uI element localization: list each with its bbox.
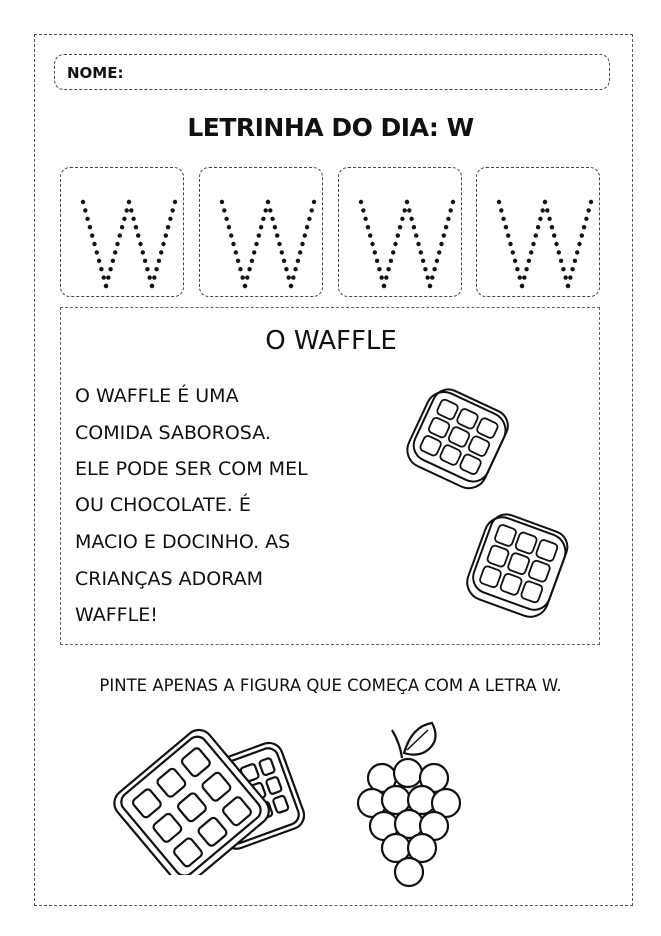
trace-dot <box>386 267 390 271</box>
instruction-text: PINTE APENAS A FIGURA QUE COMEÇA COM A LETRA W. <box>99 676 562 695</box>
name-field[interactable] <box>54 54 610 90</box>
trace-dot <box>305 225 309 229</box>
trace-dot <box>543 200 547 204</box>
trace-dot <box>245 275 249 279</box>
trace-dot <box>113 250 117 254</box>
trace-dot <box>511 250 515 254</box>
trace-dot <box>554 242 558 246</box>
trace-dot <box>97 259 101 263</box>
trace-dot <box>561 267 565 271</box>
trace-dot <box>227 225 231 229</box>
trace-dot <box>522 275 526 279</box>
trace-dot <box>527 259 531 263</box>
trace-dot <box>366 225 370 229</box>
trace-dot <box>83 208 87 212</box>
trace-dot <box>557 250 561 254</box>
trace-dot <box>164 233 168 237</box>
trace-dot <box>412 225 416 229</box>
waffle-icon <box>396 386 516 496</box>
trace-dot <box>529 250 533 254</box>
waffle-icon <box>456 508 576 628</box>
trace-dot <box>449 208 453 212</box>
trace-dot <box>430 275 434 279</box>
trace-dot <box>148 275 152 279</box>
trace-dot <box>152 275 156 279</box>
trace-dot <box>515 267 519 271</box>
trace-dot <box>236 259 240 263</box>
trace-dot <box>287 275 291 279</box>
trace-dot <box>391 250 395 254</box>
story-line: MACIO E DOCINHO. AS <box>75 531 291 553</box>
trace-letter-box[interactable] <box>338 167 462 297</box>
trace-dot <box>141 250 145 254</box>
trace-dot <box>363 217 367 221</box>
trace-dot <box>120 225 124 229</box>
dotted-letter-w <box>200 168 324 298</box>
trace-dot <box>122 217 126 221</box>
dotted-letter-w <box>477 168 601 298</box>
trace-dot <box>85 217 89 221</box>
trace-dot <box>435 259 439 263</box>
trace-dot <box>224 217 228 221</box>
trace-dot <box>280 250 284 254</box>
trace-dot <box>375 259 379 263</box>
trace-dot <box>389 259 393 263</box>
trace-dot <box>370 242 374 246</box>
trace-dot <box>231 242 235 246</box>
trace-dot <box>442 233 446 237</box>
trace-dot <box>534 233 538 237</box>
trace-dot <box>252 250 256 254</box>
trace-dot <box>545 208 549 212</box>
trace-dot <box>428 284 432 288</box>
trace-dot <box>115 242 119 246</box>
trace-dot <box>166 225 170 229</box>
trace-dot <box>99 267 103 271</box>
trace-dot <box>264 208 268 212</box>
trace-dot <box>589 200 593 204</box>
trace-dot <box>241 275 245 279</box>
trace-dot <box>432 267 436 271</box>
trace-dot <box>303 233 307 237</box>
trace-dot <box>564 275 568 279</box>
trace-dot <box>102 275 106 279</box>
trace-dot <box>520 284 524 288</box>
trace-dot <box>409 217 413 221</box>
trace-dot <box>541 208 545 212</box>
page-title: LETRINHA DO DIA: W <box>187 113 474 142</box>
trace-dot <box>150 284 154 288</box>
trace-dot <box>289 284 293 288</box>
trace-dot <box>368 233 372 237</box>
trace-dot <box>243 284 247 288</box>
trace-dot <box>143 259 147 263</box>
trace-dot <box>403 208 407 212</box>
trace-dot <box>446 217 450 221</box>
trace-dot <box>168 217 172 221</box>
trace-dot <box>90 233 94 237</box>
trace-dot <box>238 267 242 271</box>
trace-dot <box>229 233 233 237</box>
trace-dot <box>536 225 540 229</box>
trace-dot <box>524 267 528 271</box>
story-line: COMIDA SABOROSA. <box>75 422 271 444</box>
trace-dot <box>92 242 96 246</box>
trace-dot <box>275 233 279 237</box>
trace-dot <box>118 233 122 237</box>
trace-dot <box>421 259 425 263</box>
trace-dot <box>173 200 177 204</box>
trace-dot <box>291 275 295 279</box>
trace-dot <box>220 200 224 204</box>
trace-dot <box>587 208 591 212</box>
trace-dot <box>531 242 535 246</box>
trace-dot <box>577 242 581 246</box>
trace-dot <box>361 208 365 212</box>
story-line: CRIANÇAS ADORAM <box>75 568 264 590</box>
grapes-icon[interactable] <box>352 718 467 893</box>
trace-dot <box>419 250 423 254</box>
trace-letter-box[interactable] <box>60 167 184 297</box>
trace-dot <box>296 259 300 263</box>
dotted-letter-w <box>339 168 463 298</box>
trace-dot <box>298 250 302 254</box>
trace-dot <box>407 208 411 212</box>
name-label: NOME: <box>67 64 124 82</box>
trace-dot <box>582 225 586 229</box>
trace-dot <box>414 233 418 237</box>
trace-dot <box>444 225 448 229</box>
trace-dot <box>234 250 238 254</box>
story-line: WAFFLE! <box>75 604 158 626</box>
trace-dot <box>439 242 443 246</box>
trace-dot <box>584 217 588 221</box>
story-line: OU CHOCOLATE. É <box>75 494 251 516</box>
trace-dot <box>254 242 258 246</box>
trace-dot <box>416 242 420 246</box>
trace-dot <box>437 250 441 254</box>
trace-dot <box>568 275 572 279</box>
trace-dot <box>268 208 272 212</box>
trace-dot <box>257 233 261 237</box>
trace-dot <box>104 284 108 288</box>
trace-dot <box>125 208 129 212</box>
story-box <box>60 307 600 645</box>
trace-dot <box>108 267 112 271</box>
story-line: O WAFFLE É UMA <box>75 385 239 407</box>
trace-dot <box>157 259 161 263</box>
trace-dot <box>300 242 304 246</box>
trace-dot <box>111 259 115 263</box>
trace-dot <box>250 259 254 263</box>
trace-dot <box>504 225 508 229</box>
trace-dot <box>259 225 263 229</box>
trace-dot <box>513 259 517 263</box>
trace-dot <box>566 284 570 288</box>
trace-dot <box>426 275 430 279</box>
trace-dot <box>559 259 563 263</box>
trace-dot <box>377 267 381 271</box>
trace-dot <box>282 259 286 263</box>
trace-dot <box>307 217 311 221</box>
trace-letter-box[interactable] <box>476 167 600 297</box>
trace-dot <box>423 267 427 271</box>
trace-dot <box>393 242 397 246</box>
trace-dot <box>575 250 579 254</box>
trace-dot <box>95 250 99 254</box>
trace-dot <box>499 208 503 212</box>
trace-dot <box>552 233 556 237</box>
trace-dot <box>382 284 386 288</box>
trace-dot <box>222 208 226 212</box>
trace-dot <box>405 200 409 204</box>
trace-dot <box>129 208 133 212</box>
trace-dot <box>550 225 554 229</box>
trace-dot <box>538 217 542 221</box>
trace-dot <box>508 242 512 246</box>
trace-dot <box>293 267 297 271</box>
trace-dot <box>400 217 404 221</box>
trace-dot <box>88 225 92 229</box>
trace-dot <box>261 217 265 221</box>
story-title: O WAFFLE <box>265 326 397 356</box>
trace-dot <box>270 217 274 221</box>
trace-dot <box>580 233 584 237</box>
trace-dot <box>159 250 163 254</box>
trace-dot <box>384 275 388 279</box>
trace-dot <box>501 217 505 221</box>
trace-dot <box>154 267 158 271</box>
trace-letter-box[interactable] <box>199 167 323 297</box>
trace-dot <box>284 267 288 271</box>
trace-dot <box>373 250 377 254</box>
trace-dot <box>380 275 384 279</box>
trace-dot <box>127 200 131 204</box>
trace-dot <box>134 225 138 229</box>
trace-dot <box>171 208 175 212</box>
trace-dot <box>312 200 316 204</box>
trace-dot <box>396 233 400 237</box>
trace-dot <box>131 217 135 221</box>
trace-dot <box>266 200 270 204</box>
trace-dot <box>273 225 277 229</box>
trace-dot <box>547 217 551 221</box>
trace-dot <box>81 200 85 204</box>
trace-dot <box>506 233 510 237</box>
trace-dot <box>310 208 314 212</box>
story-line: ELE PODE SER COM MEL <box>75 458 308 480</box>
trace-dot <box>359 200 363 204</box>
trace-dot <box>451 200 455 204</box>
trace-dot <box>570 267 574 271</box>
trace-dot <box>136 233 140 237</box>
trace-dot <box>145 267 149 271</box>
dotted-letter-w <box>61 168 185 298</box>
trace-dot <box>138 242 142 246</box>
trace-dot <box>518 275 522 279</box>
trace-dot <box>106 275 110 279</box>
trace-dot <box>247 267 251 271</box>
trace-dot <box>398 225 402 229</box>
trace-dot <box>573 259 577 263</box>
waffle-icon[interactable] <box>105 725 305 875</box>
trace-dot <box>277 242 281 246</box>
trace-dot <box>161 242 165 246</box>
trace-dot <box>497 200 501 204</box>
